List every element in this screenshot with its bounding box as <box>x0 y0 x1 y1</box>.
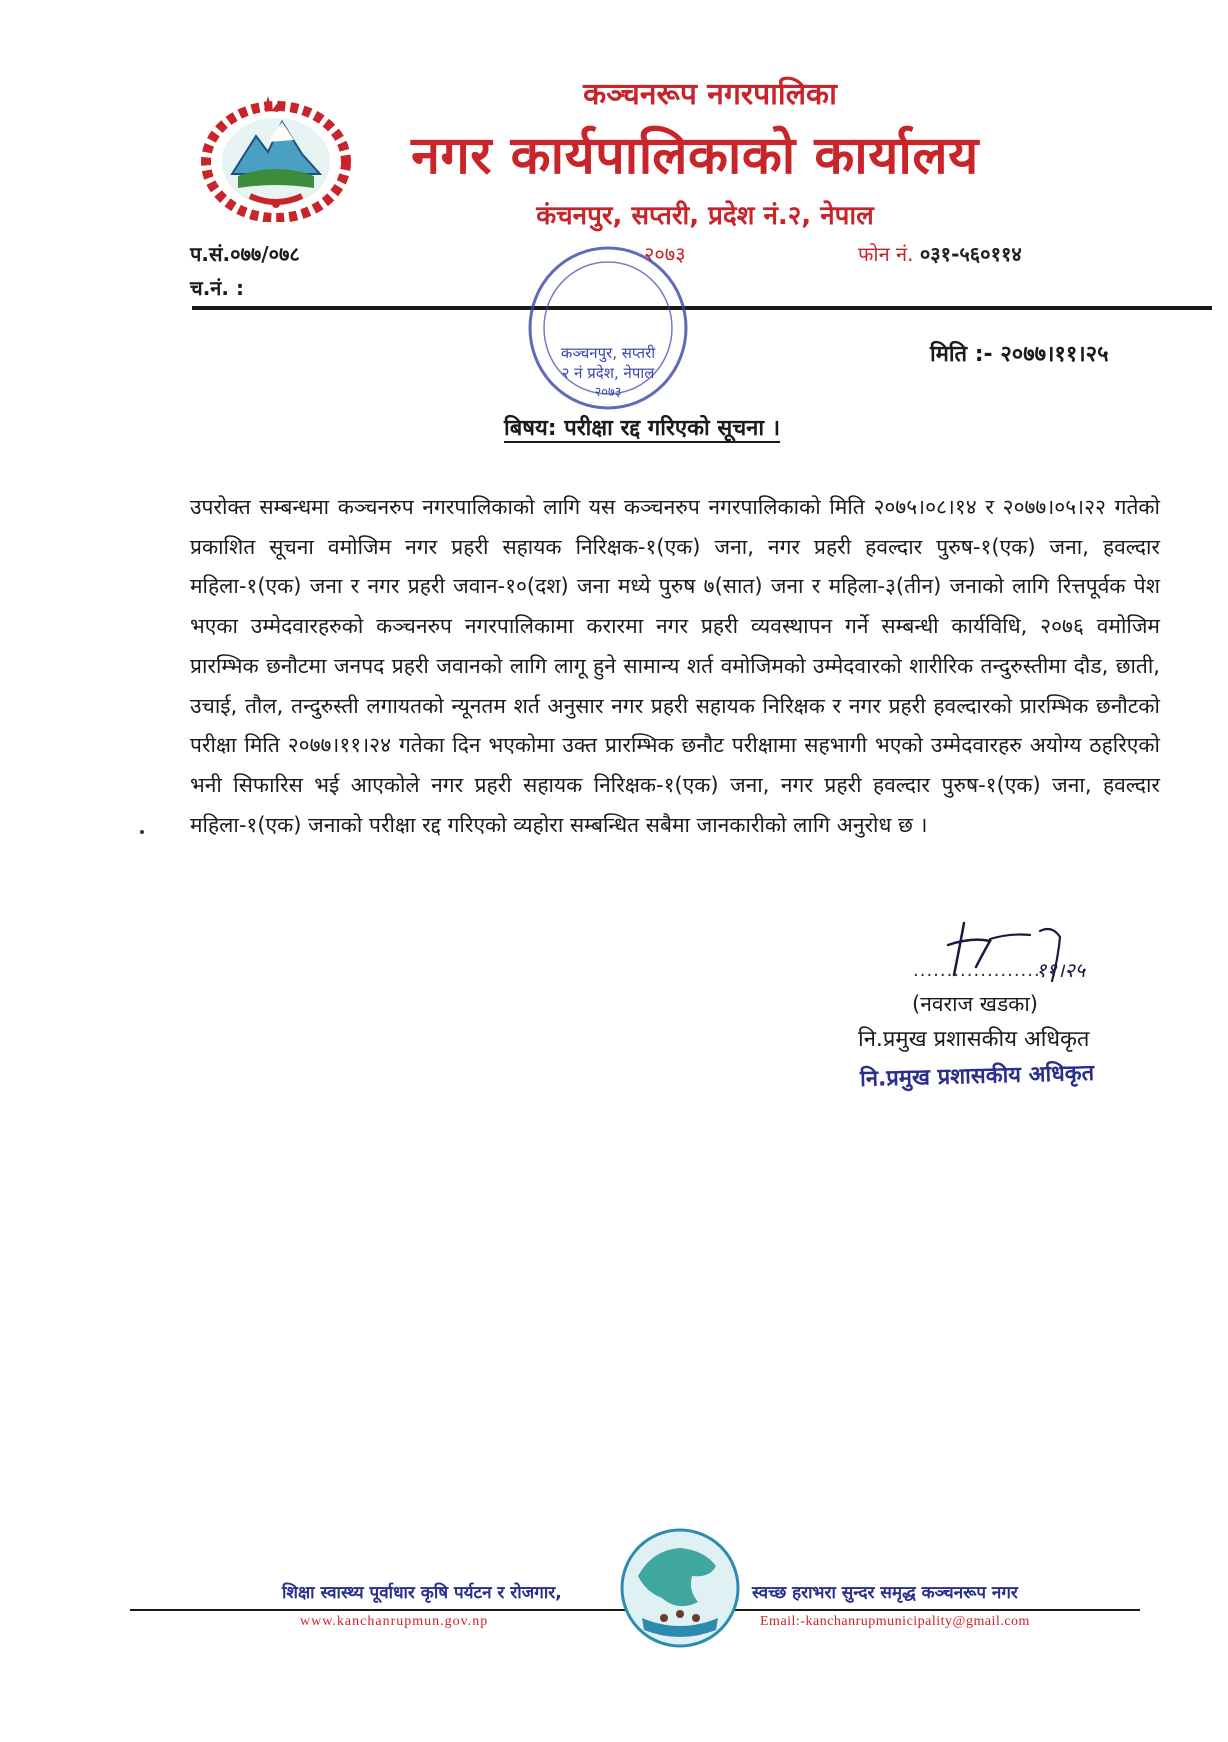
signatory-name: (नवराज खडका) <box>912 992 1038 1016</box>
municipality-globe-icon <box>618 1526 742 1650</box>
letter-date: मिति :- २०७७।११।२५ <box>930 342 1109 367</box>
phone-number: ०३१-५६०११४ <box>919 242 1022 266</box>
reference-number: प.सं.०७७/०७८ <box>190 242 300 266</box>
footer-website: www.kanchanrupmun.gov.np <box>300 1614 489 1629</box>
margin-dot <box>140 830 144 834</box>
signatory-title: नि.प्रमुख प्रशासकीय अधिकृत <box>858 1027 1090 1052</box>
footer-email: Email:-kanchanrupmunicipality@gmail.com <box>760 1614 1030 1629</box>
seal-text-line2: २ नं प्रदेश, नेपाल <box>561 364 655 382</box>
seal-text-line3: २०७३ <box>594 385 622 400</box>
municipality-name: कञ्चनरूप नगरपालिका <box>583 77 837 112</box>
chalan-number: च.नं. : <box>190 276 244 300</box>
handwritten-signature-icon <box>920 915 1150 995</box>
office-address: कंचनपुर, सप्तरी, प्रदेश नं.२, नेपाल <box>536 201 874 231</box>
established-year: २०७३ <box>644 242 686 266</box>
signature-dots: ................... <box>913 960 1041 981</box>
signature-date: ११।२५ <box>1036 958 1086 982</box>
seal-text-line1: कञ्चनपुर, सप्तरी <box>560 344 656 362</box>
letter-subject: बिषय: परीक्षा रद्द गरिएको सूचना । <box>504 416 781 441</box>
phone-line <box>858 240 1022 267</box>
phone-label: फोन नं. <box>858 242 914 266</box>
footer-slogan-left: शिक्षा स्वास्थ्य पूर्वाधार कृषि पर्यटन र रोजगार, <box>282 1583 562 1603</box>
office-seal-icon <box>508 238 708 418</box>
nepal-emblem-icon <box>198 92 354 222</box>
signatory-title-stamp: नि.प्रमुख प्रशासकीय अधिकृत <box>859 1060 1095 1093</box>
office-title: नगर कार्यपालिकाको कार्यालय <box>411 126 979 186</box>
letter-body: उपरोक्त सम्बन्धमा कञ्चनरुप नगरपालिकाको लागि यस कञ्चनरुप नगरपालिकाको मिति २०७५।०८।१४ र २०७७।०५।२२ गतेको प्रकाशित सूचना वमोजिम नगर प्रहरी सहायक निरिक्षक-१(एक) जना, नगर प्रहरी हवल्दार पुरुष-१(एक) जना, हवल्दार महिला-१(एक) जना र नगर प्रहरी जवान-१०(दश) जना मध्ये पुरुष ७(सात) जना र महिला-३(तीन) जनाको लागि रित्तपूर्वक पेश भएका उम्मेदवारहरुको कञ्चनरुप नगरपालिकामा करारमा नगर प्रहरी व्यवस्थापन गर्ने सम्बन्धी कार्यविधि, २०७६ वमोजिम प्रारम्भिक छनौटमा जनपद प्रहरी जवानको लागि लागू हुने सामान्य शर्त वमोजिमको उम्मेदवारको शारीरिक तन्दुरुस्तीमा दौड, छाती, उचाई, तौल, तन्दुरुस्ती लगायतको न्यूनतम शर्त अनुसार नगर प्रहरी सहायक निरिक्षक र नगर प्रहरी हवल्दारको प्रारम्भिक छनौटको परीक्षा मिति २०७७।११।२४ गतेका दिन भएकोमा उक्त प्रारम्भिक छनौट परीक्षामा सहभागी भएको उम्मेदवारहरु अयोग्य ठहरिएको भनी सिफारिस भई आएकोले नगर प्रहरी सहायक निरिक्षक-१(एक) जना, नगर प्रहरी हवल्दार पुरुष-१(एक) जना, हवल्दार महिला-१(एक) जनाको परीक्षा रद्द गरिएको व्यहोरा सम्बन्धित सबैमा जानकारीको लागि अनुरोध छ । <box>190 495 1160 837</box>
footer-slogan-right: स्वच्छ हराभरा सुन्दर समृद्ध कञ्चनरूप नगर <box>752 1583 1018 1603</box>
